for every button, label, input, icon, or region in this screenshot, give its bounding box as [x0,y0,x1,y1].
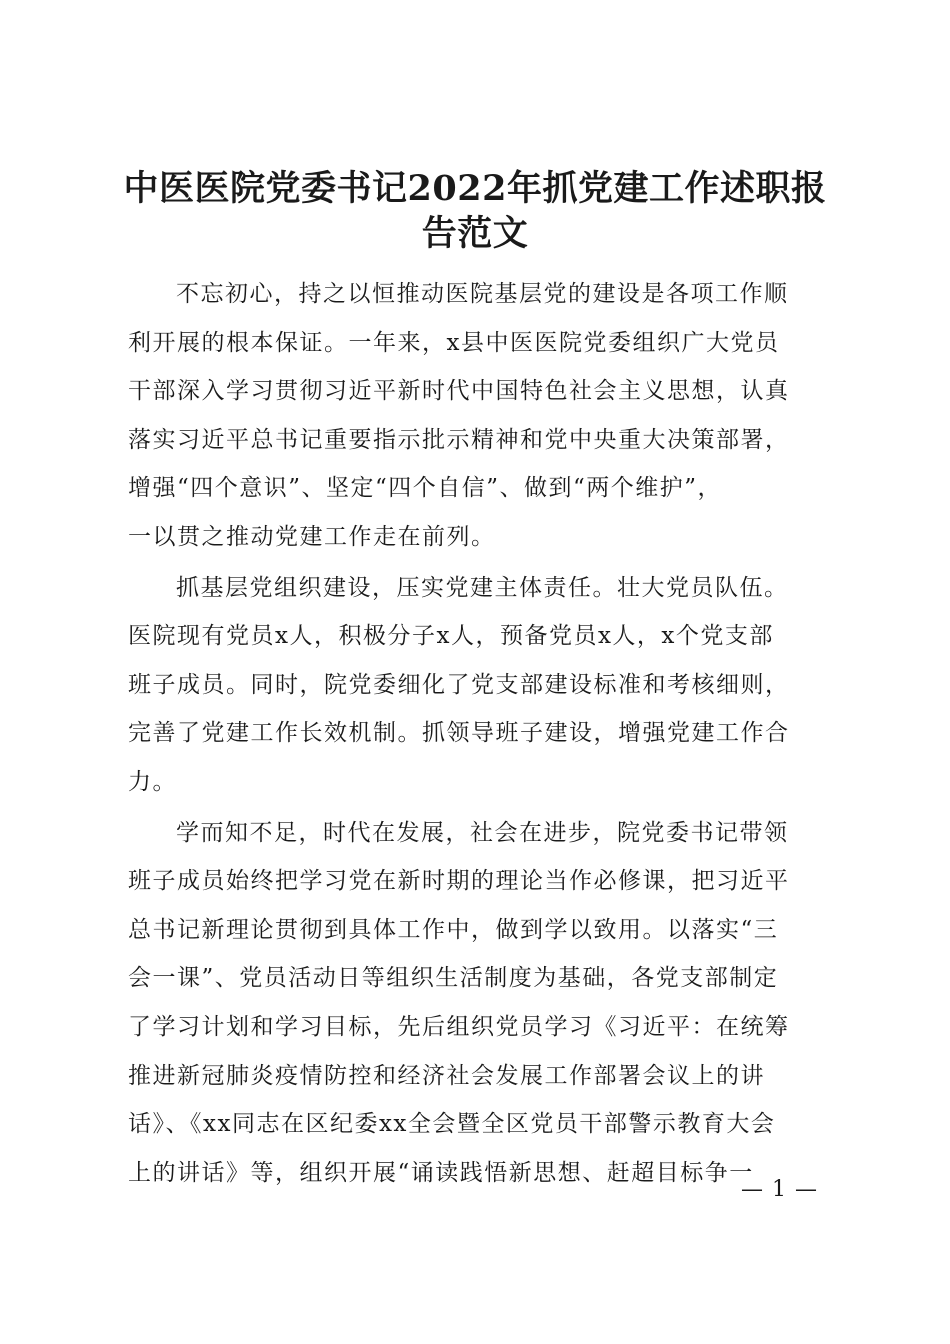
document-body [128,270,828,1199]
text-line: 增强“四个意识”、坚定“四个自信”、做到“两个维护”， [128,475,723,502]
text-line: 落实习近平总书记重要指示批示精神和党中央重大决策部署， [128,426,790,453]
text-line: 了学习计划和学习目标，先后组织党员学习《习近平：在统筹 [128,1013,790,1040]
title-line: 告范文 [421,213,529,254]
text-line: 总书记新理论贯彻到具体工作中，做到学以致用。以落实“三 [128,916,779,943]
text-line: 干部深入学习贯彻习近平新时代中国特色社会主义思想，认真 [128,378,790,405]
text-line: 会一课”、党员活动日等组织生活制度为基础，各党支部制定 [128,965,779,992]
text-line: 力。 [128,768,177,795]
text-line: 班子成员。同时，院党委细化了党支部建设标准和考核细则， [128,671,790,698]
text-line: 医院现有党员x人，积极分子x人，预备党员x人，x个党支部 [128,623,774,650]
page-number: — 1 — [741,1177,818,1202]
paragraph-party-building [128,564,828,807]
text-line: 抓基层党组织建设，压实党建主体责任。壮大党员队伍。 [176,574,789,601]
title-line: 中医医院党委书记2022年抓党建工作述职报 [123,168,827,209]
text-line: 利开展的根本保证。一年来，x县中医医院党委组织广大党员 [128,329,780,356]
text-line: 班子成员始终把学习党在新时期的理论当作必修课，把习近平 [128,868,790,895]
text-line: 上的讲话》等，组织开展“诵读践悟新思想、赶超目标争一 [128,1159,754,1186]
text-line: 不忘初心，持之以恒推动医院基层党的建设是各项工作顺 [176,281,789,307]
paragraph-study [128,809,828,1198]
text-line: 完善了党建工作长效机制。抓领导班子建设，增强党建工作合 [128,720,790,747]
text-line: 推进新冠肺炎疫情防控和经济社会发展工作部署会议上的讲 [128,1062,765,1089]
document-title [120,166,830,256]
paragraph-intro [128,270,828,562]
text-line: 学而知不足，时代在发展，社会在进步，院党委书记带领 [176,819,789,846]
text-line: 一以贯之推动党建工作走在前列。 [128,523,496,550]
text-line: 话》、《xx同志在区纪委xx全会暨全区党员干部警示教育大会 [128,1111,776,1138]
